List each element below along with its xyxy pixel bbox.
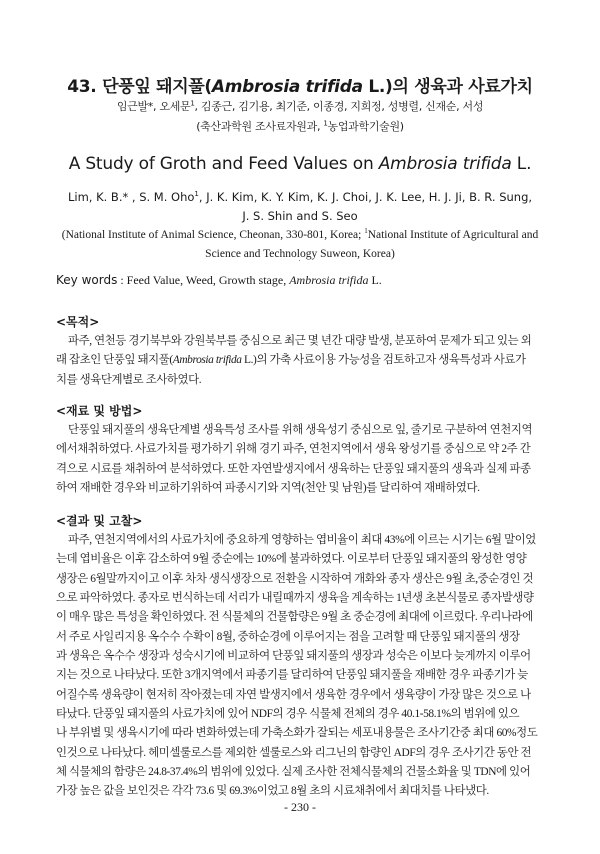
keywords-label: Key words	[56, 273, 118, 287]
page-number: - 230 -	[284, 800, 316, 814]
affiliation-english	[0, 222, 600, 264]
stray-dot	[299, 260, 300, 261]
affiliation-english-line-2: Science and Technology Suweon, Korea)	[205, 247, 395, 260]
title-korean-prefix: 43. 단풍잎 돼지풀(	[67, 77, 212, 97]
authors-english	[0, 185, 600, 226]
affiliation-korean: (축산과학원 조사료자원과, $^1$농업과학기술원)	[196, 119, 404, 133]
paragraph-purpose: 파주, 연천등 경기북부와 강원북부를 중심으로 최근 몇 년간 대량 발생, 분포하여 문제가 되고 있는 외 래 잡초인 단풍잎 돼지풀(Ambrosia trifida L.)의 가축 사료이용 가능성을 검토하고자 생육특성과 사료가 치를 생육단계별로 조사하였다.	[56, 335, 532, 386]
affiliation-english-line-1: (National Institute of Animal Science, Cheonan, 330-801, Korea; $^1$National Institute of Agricultural and	[61, 227, 539, 241]
paragraph-methods: 단풍잎 돼지풀의 생육단계별 생육특성 조사를 위해 생육성기 중심으로 잎, 줄기로 구분하여 연천지역 에서채취하였다. 사료가치를 평가하기 위해 경기 파주, 연천지역에서 생육 왕성기를 중심으로 약 2주 간 격으로 시료를 채취하여 분석하였다. 또한 자연발생지에서 생육하는 단풍잎 돼지풀의 생육과 실제 파종 하여 재배한 경우와 비교하기위하여 파종시기와 지역(천안 및 남원)를 달리하여 재배하였다.	[56, 424, 533, 495]
title-korean-species: Ambrosia trifida	[211, 77, 363, 97]
keywords: Key words : Feed Value, Weed, Growth stage, Ambrosia trifida L.	[56, 273, 382, 287]
heading-methods: <재료 및 방법>	[56, 404, 143, 418]
heading-results: <결과 및 고찰>	[56, 514, 143, 528]
title-english-species: Ambrosia trifida	[378, 154, 512, 174]
title-english: A Study of Groth and Feed Values on Ambrosia trifida L.	[68, 154, 532, 174]
title-korean-suffix: L.)의 생육과 사료가치	[362, 77, 533, 97]
heading-purpose: <목적>	[56, 315, 100, 329]
authors-korean: 임근발*, 오세문$^1$, 김종근, 김기용, 최기준, 이종경, 지희정, 성병렬, 신재순, 서성	[116, 99, 484, 113]
authors-english-line-1: Lim, K. B.* , S. M. Oho$^1$, J. K. Kim, K. Y. Kim, K. J. Choi, J. K. Lee, H. J. Ji, B. R. Sung,	[67, 189, 533, 204]
authors-english-line-2: J. S. Shin and S. Seo	[242, 208, 358, 223]
paragraph-results: 파주, 연천지역에서의 사료가치에 중요하게 영향하는 엽비율이 최대 43%에 이르는 시기는 6월 말이었 는데 엽비율은 이후 감소하여 9월 중순에는 10%에 불과하였다. 이로부터 단풍잎 돼지풀의 왕성한 영양 생장은 6월말까지이고 이후 차차 생식생장으로 전환을 시작하여 개화와 종자 생산은 9월 초,중순경인 것 으로 파악하였다. 종자로 번식하는데 서리가 내릴때까지 생육을 계속하는 1년생 초본식물로 종자발생량 이 매우 많은 특성을 확인하였다. 전 식물체의 건물함량은 9월 초 중순경에 최대에 이르렀다. 우리나라에 서 주로 사일리지용 옥수수 수확이 8월, 중하순경에 이루어지는 점을 고려할 때 단풍잎 돼지풀의 생장 과 생육은 옥수수 생장과 성숙시기에 비교하여 단풍잎 돼지풀의 생장과 성숙은 이보다 늦게까지 이루어 지는 것으로 나타났다. 또한 3개지역에서 파종기를 달리하여 단풍잎 돼지풀을 재배한 경우 파종기가 늦 어질수록 생육량이 현저히 작아졌는데 자연 발생지에서 생육한 경우에서 생육량이 가장 많은 것으로 나 타났다. 단풍잎 돼지풀의 사료가치에 있어 NDF의 경우 식물체 전체의 경우 40.1-58.1%의 범위에 있으 나 부위별 및 생육시기에 따라 변화하였는데 가축소화가 잘되는 세포내용물은 조사기간중 최대 60%정도 인것으로 나타났다. 헤미셀룰로스를 제외한 셀룰로스와 리그닌의 함량인 ADF의 경우 조사기간 동안 전 체 식물체의 함량은 24.8-37.4%의 범위에 있었다. 실제 조사한 전체식물체의 건물소화율 및 TDN에 있어 가장 높은 값을 보인것은 각각 73.6 및 69.3%이었고 8월 초의 시료채취에서 최대치를 나타냈다.	[56, 534, 538, 798]
title-korean	[0, 72, 600, 97]
